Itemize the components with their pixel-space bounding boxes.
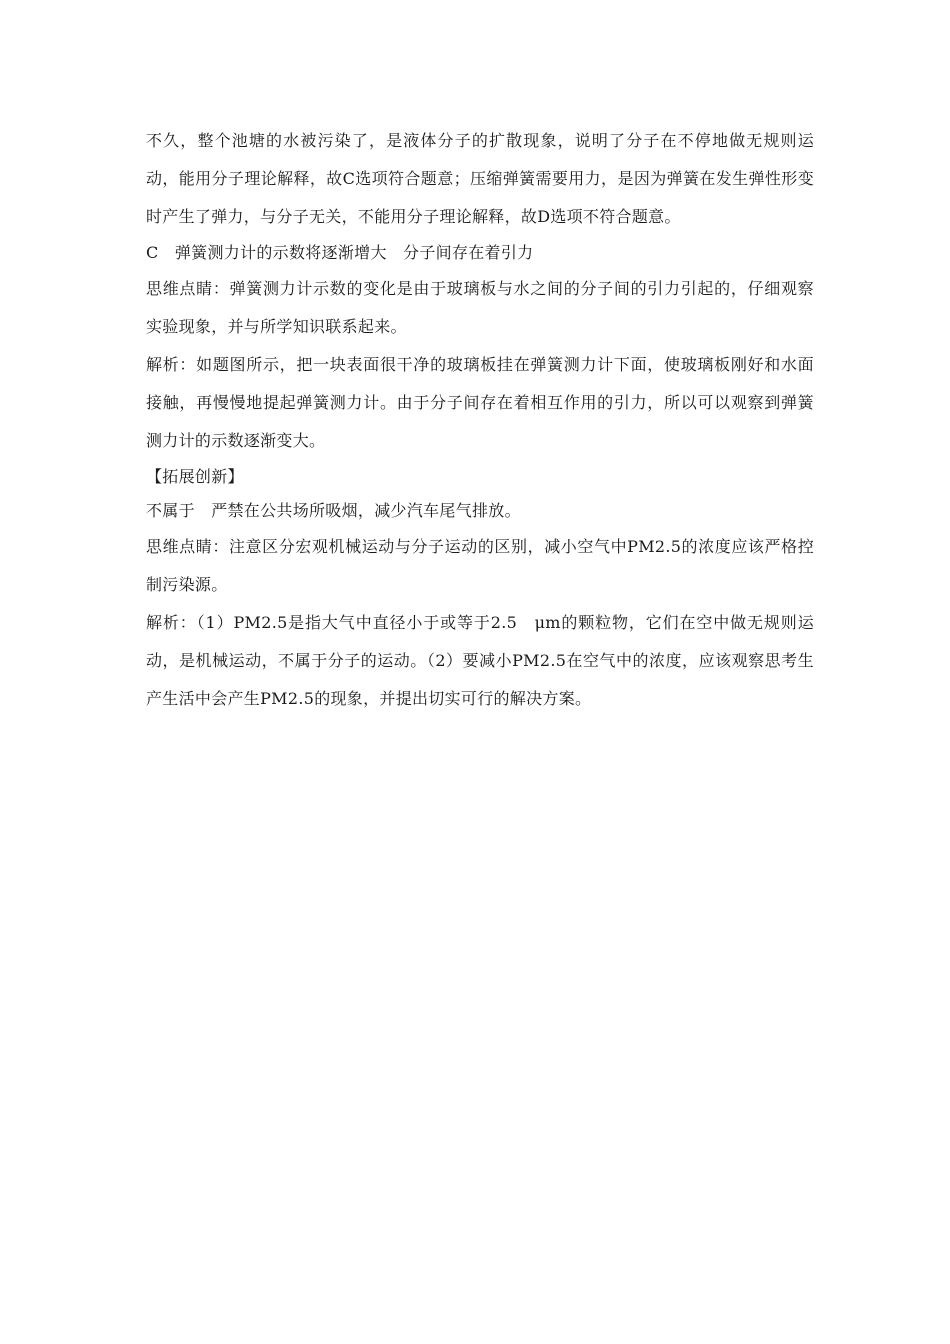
answer-2: C 弹簧测力计的示数将逐渐增大 分子间存在着引力 xyxy=(146,243,534,262)
document-body xyxy=(146,122,814,718)
analysis-2: 解析：如题图所示，把一块表面很干净的玻璃板挂在弹簧测力计下面，使玻璃板刚好和水面接触，再慢慢地提起弹簧测力计。由于分子间存在着相互作用的引力，所以可以观察到弹簧测力计的示数逐渐变大。 xyxy=(146,355,814,450)
analysis-3: 解析：（1）PM2.5是指大气中直径小于或等于2.5 μm的颗粒物，它们在空中做无规则运动，是机械运动，不属于分子的运动。（2）要减小PM2.5在空气中的浓度，应该观察思考生产生活中会产生PM2.5的现象，并提出切实可行的解决方案。 xyxy=(146,613,814,708)
hint-3: 思维点睛：注意区分宏观机械运动与分子运动的区别，减小空气中PM2.5的浓度应该严格控制污染源。 xyxy=(146,537,814,594)
paragraph-explanation-1: 不久，整个池塘的水被污染了，是液体分子的扩散现象，说明了分子在不停地做无规则运动，能用分子理论解释，故C选项符合题意；压缩弹簧需要用力，是因为弹簧在发生弹性形变时产生了弹力，与分子无关，不能用分子理论解释，故D选项不符合题意。 xyxy=(146,131,814,226)
hint-2: 思维点睛：弹簧测力计示数的变化是由于玻璃板与水之间的分子间的引力引起的，仔细观察实验现象，并与所学知识联系起来。 xyxy=(146,279,814,336)
answer-3: 不属于 严禁在公共场所吸烟，减少汽车尾气排放。 xyxy=(146,501,521,520)
section-title-extension: 【拓展创新】 xyxy=(146,467,244,486)
